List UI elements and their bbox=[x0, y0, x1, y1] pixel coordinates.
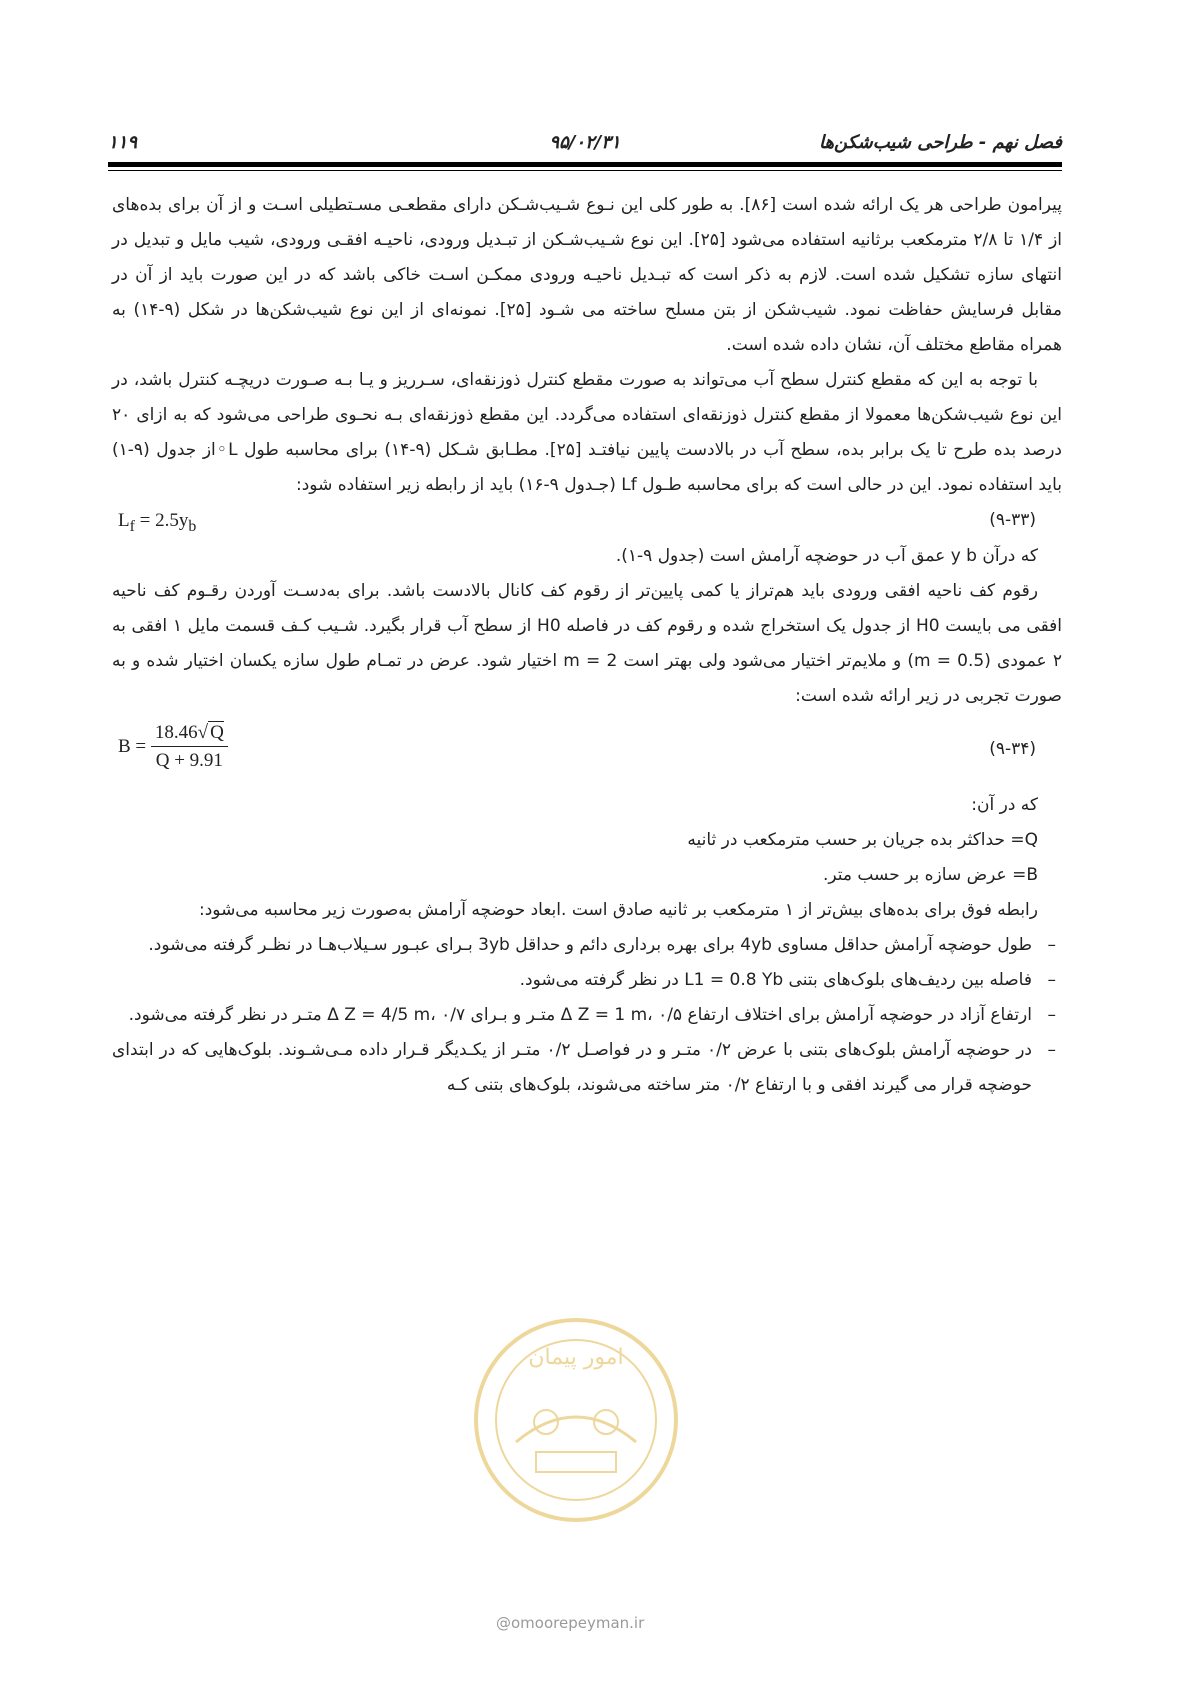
definition-b: B= عرض سازه بر حسب متر. bbox=[822, 865, 1038, 885]
paragraph-4: رابطه فوق برای بده‌های بیش‌تر از ۱ مترمکعب بر ثانیه صادق است .ابعاد حوضچه آرامش به‌صورت زیر محاسبه می‌شود: bbox=[198, 900, 1038, 920]
equation-33-number: (۹-۳۳) bbox=[989, 510, 1036, 530]
watermark-site: @omoorepeyman.ir bbox=[496, 1614, 645, 1632]
paragraph-3: رقوم کف ناحیه افقی ورودی باید هم‌تراز یا کمی پایین‌تر از رقوم کف کانال بالادست باشد. برای به‌دسـت آوردن رقـوم کف ناحیه افقی می بایست H0 از جدول یک استخراج شده و رقوم کف در فاصله H0 از سطح آب قرار بگیرد. شـیب کـف قسمت مایل ۱ افقی به ۲ عمودی (m = 0.5) و ملایم‌تر اختیار می‌شود ولی بهتر است m = 2 اختیار شود. عرض در تمـام طول سازه یکسان اختیار شده و به صورت تجربی در زیر ارائه شده است: bbox=[112, 581, 1063, 706]
page-number: ۱۱۹ bbox=[108, 132, 138, 153]
watermark-logo-text: امور پیمان bbox=[528, 1345, 624, 1370]
definitions bbox=[112, 788, 1062, 893]
paragraph-1: پیرامون طراحی هر یک ارائه شده است [۸۶]. به طور کلی این نـوع شـیب‌شـکن دارای مقطعـی مسـتطیلی اسـت و از آن برای بده‌های از ۱/۴ تا ۲/۸ مترمکعب برثانیه استفاده می‌شود [۲۵]. این نوع شـیب‌شـکن از تبـدیل ورودی، ناحیـه افقـی ورودی، شیب مایل و تبدیل در انتهای سازه تشکیل شده است. لازم به ذکر است که تبـدیل ناحیـه ورودی ممکـن اسـت خاکی باشد که در این صورت باید از آن در مقابل فرسایش حفاظت نمود. شیب‌شکن از بتن مسلح ساخته می شـود [۲۵]. نمونه‌ای از این نوع شیب‌شکن‌ها در شکل (۹-۱۴) به همراه مقاطع مختلف آن، نشان داده شده است. bbox=[112, 195, 1063, 355]
body-text bbox=[112, 188, 1062, 1103]
list-item: – ارتفاع آزاد در حوضچه آرامش برای اختلاف ارتفاع Δ Z = 1 m، ۰/۵ متـر و بـرای Δ Z = 4/5 m، ۰/۷ متـر در نظر گرفته می‌شود. bbox=[128, 1005, 1056, 1025]
watermark-logo bbox=[466, 1302, 686, 1532]
equation-33 bbox=[112, 503, 1062, 539]
list-item: – در حوضچه آرامش بلوک‌های بتنی با عرض ۰/۲ متـر و در فواصـل ۰/۲ متـر از یکـدیگر قـرار داده مـی‌شـوند. بلوک‌هایی که در ابتدای حوضچه قرار می گیرند افقی و با ارتفاع ۰/۲ متر ساخته می‌شوند، بلوک‌های بتنی کـه bbox=[112, 1040, 1056, 1095]
paragraph-2: با توجه به این که مقطع کنترل سطح آب می‌تواند به صورت مقطع کنترل ذوزنقه‌ای، سـرریز و یـا بـه صـورت دریچـه کنترل باشد، در این نوع شیب‌شکن‌ها معمولا از مقطع کنترل ذوزنقه‌ای استفاده می‌گردد. این مقطع ذوزنقه‌ای بـه نحـوی طراحی می‌شود که به ازای ۲۰ درصد بده طرح تا یک برابر بده، سطح آب در بالادست پایین نیافتـد [۲۵]. مطـابق شـکل (۹-۱۴) برای محاسبه طول L◦از جدول (۹-۱) باید استفاده نمود. این در حالی است که برای محاسبه طـول Lf (جـدول ۹-۱۶) باید از رابطه زیر استفاده شود: bbox=[112, 370, 1062, 495]
equation-33-expression: $L_f = 2.5y_b$ bbox=[118, 510, 197, 535]
definitions-intro: که در آن: bbox=[971, 795, 1038, 815]
definition-q: Q= حداکثر بده جریان بر حسب مترمکعب در ثانیه bbox=[687, 830, 1038, 850]
equation-33-explanation: که درآن y b عمق آب در حوضچه آرامش است (جدول ۹-۱). bbox=[615, 546, 1038, 566]
equation-34 bbox=[112, 714, 1062, 788]
header-rule-thin bbox=[108, 170, 1062, 171]
header-rule-thick bbox=[108, 162, 1062, 167]
header-date: ۹۵/۰۲/۳۱ bbox=[549, 132, 621, 153]
equation-34-expression: B = $\frac{18.46√ Q}{Q + 9.91}$ bbox=[118, 720, 228, 775]
chapter-title: فصل نهم - طراحی شیب‌شکن‌ها bbox=[819, 132, 1062, 153]
equation-34-number: (۹-۳۴) bbox=[989, 739, 1036, 759]
list-item: – طول حوضچه آرامش حداقل مساوی 4yb برای بهره برداری دائم و حداقل 3yb بـرای عبـور سـیلاب‌هـا در نظـر گرفته می‌شود. bbox=[148, 935, 1056, 955]
list-item: – فاصله بین ردیف‌های بلوک‌های بتنی L1 = 0.8 Yb در نظر گرفته می‌شود. bbox=[519, 970, 1056, 990]
